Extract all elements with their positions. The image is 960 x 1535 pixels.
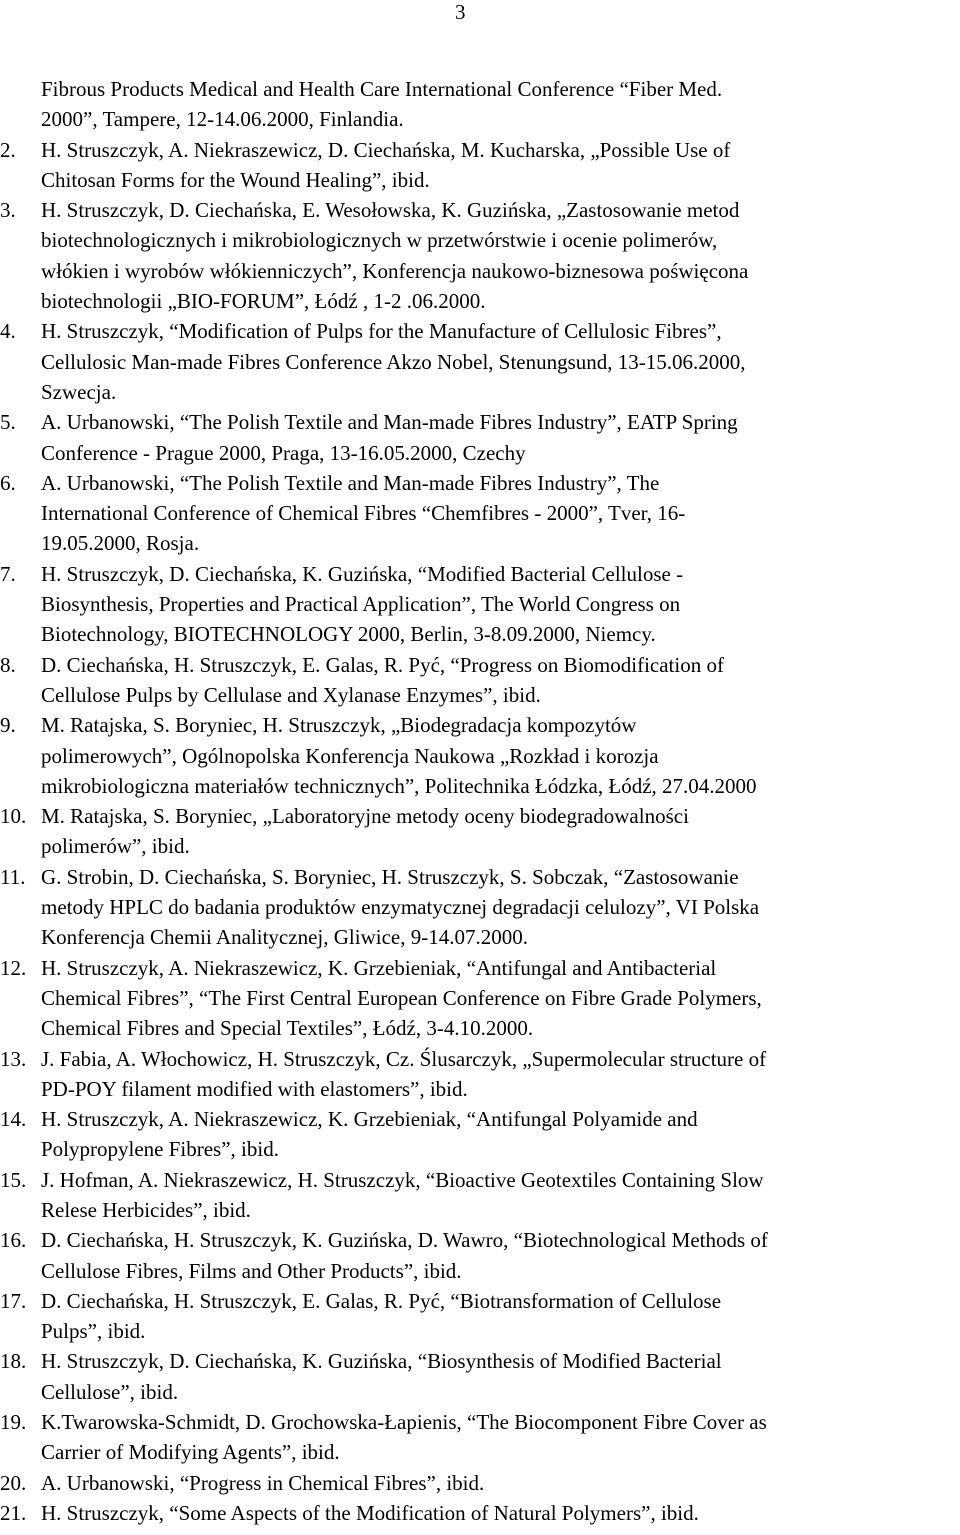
reference-item (0, 316, 960, 407)
reference-line: Cellulose Pulps by Cellulase and Xylanase Enzymes”, ibid. (41, 682, 541, 707)
reference-line: D. Ciechańska, H. Struszczyk, K. Guzińska, D. Wawro, “Biotechnological Methods of (41, 1228, 768, 1253)
reference-line: mikrobiologiczna materiałów technicznych”, Politechnika Łódzka, Łódź, 27.04.2000 (41, 773, 757, 798)
page-number: 3 (455, 0, 466, 24)
reference-number: 7. (0, 561, 16, 586)
reference-line: H. Struszczyk, D. Ciechańska, E. Wesołowska, K. Guzińska, „Zastosowanie metod (41, 198, 740, 223)
reference-line: Relese Herbicides”, ibid. (41, 1197, 251, 1222)
reference-item (0, 1104, 960, 1165)
reference-continuation (0, 74, 960, 135)
reference-line: D. Ciechańska, H. Struszczyk, E. Galas, R. Pyć, “Progress on Biomodification of (41, 652, 724, 677)
reference-line: J. Fabia, A. Włochowicz, H. Struszczyk, Cz. Ślusarczyk, „Supermolecular structure of (41, 1046, 767, 1071)
reference-number: 20. (0, 1470, 27, 1495)
reference-item (0, 1225, 960, 1286)
reference-number: 2. (0, 137, 16, 162)
reference-item (0, 195, 960, 316)
reference-line: Chemical Fibres”, “The First Central European Conference on Fibre Grade Polymers, (41, 985, 762, 1010)
reference-line: Biotechnology, BIOTECHNOLOGY 2000, Berlin, 3-8.09.2000, Niemcy. (41, 622, 656, 647)
reference-line: Cellulose”, ibid. (41, 1379, 179, 1404)
reference-number: 15. (0, 1167, 27, 1192)
reference-number: 18. (0, 1349, 27, 1374)
reference-number: 13. (0, 1046, 27, 1071)
reference-line: polimerów”, ibid. (41, 834, 190, 859)
reference-item (0, 135, 960, 196)
reference-line: A. Urbanowski, “Progress in Chemical Fibres”, ibid. (41, 1470, 485, 1495)
reference-item (0, 468, 960, 559)
reference-line: biotechnologii „BIO-FORUM”, Łódź , 1-2 .06.2000. (41, 289, 486, 314)
reference-item (0, 559, 960, 650)
reference-item (0, 710, 960, 801)
reference-number: 16. (0, 1228, 27, 1253)
reference-line: Pulps”, ibid. (41, 1319, 146, 1344)
reference-line: 19.05.2000, Rosja. (41, 531, 200, 556)
reference-line: A. Urbanowski, “The Polish Textile and Man-made Fibres Industry”, The (41, 470, 660, 495)
reference-line: metody HPLC do badania produktów enzymatycznej degradacji celulozy”, VI Polska (41, 895, 760, 920)
reference-number: 10. (0, 804, 27, 829)
reference-line: International Conference of Chemical Fibres “Chemfibres - 2000”, Tver, 16- (41, 501, 686, 526)
reference-item (0, 1498, 960, 1528)
reference-line: biotechnologicznych i mikrobiologicznych w przetwórstwie i ocenie polimerów, (41, 228, 718, 253)
reference-item (0, 407, 960, 468)
reference-item (0, 1468, 960, 1498)
reference-line: A. Urbanowski, “The Polish Textile and Man-made Fibres Industry”, EATP Spring (41, 410, 738, 435)
reference-line: Szwecja. (41, 379, 117, 404)
reference-item (0, 953, 960, 1044)
reference-line: polimerowych”, Ogólnopolska Konferencja Naukowa „Rozkład i korozja (41, 743, 659, 768)
reference-line: M. Ratajska, S. Boryniec, „Laboratoryjne metody oceny biodegradowalności (41, 804, 689, 829)
reference-line: Cellulosic Man-made Fibres Conference Akzo Nobel, Stenungsund, 13-15.06.2000, (41, 349, 746, 374)
reference-line: 2000”, Tampere, 12-14.06.2000, Finlandia. (41, 107, 404, 132)
reference-number: 19. (0, 1410, 27, 1435)
reference-number: 9. (0, 713, 16, 738)
reference-number: 11. (0, 864, 26, 889)
reference-line: J. Hofman, A. Niekraszewicz, H. Struszczyk, “Bioactive Geotextiles Containing Slow (41, 1167, 764, 1192)
reference-line: H. Struszczyk, “Modification of Pulps for the Manufacture of Cellulosic Fibres”, (41, 319, 722, 344)
reference-item (0, 1044, 960, 1105)
references-container (0, 135, 960, 1529)
reference-line: Cellulose Fibres, Films and Other Products”, ibid. (41, 1258, 462, 1283)
reference-number: 5. (0, 410, 16, 435)
reference-number: 6. (0, 470, 16, 495)
reference-number: 21. (0, 1500, 27, 1525)
reference-item (0, 1407, 960, 1468)
reference-number: 14. (0, 1107, 27, 1132)
reference-item (0, 801, 960, 862)
reference-line: H. Struszczyk, D. Ciechańska, K. Guzińska, “Modified Bacterial Cellulose - (41, 561, 684, 586)
reference-list (0, 74, 960, 1528)
reference-number: 4. (0, 319, 16, 344)
reference-line: Conference - Prague 2000, Praga, 13-16.05.2000, Czechy (41, 440, 526, 465)
reference-line: H. Struszczyk, D. Ciechańska, K. Guzińska, “Biosynthesis of Modified Bacterial (41, 1349, 722, 1374)
reference-line: H. Struszczyk, A. Niekraszewicz, D. Ciechańska, M. Kucharska, „Possible Use of (41, 137, 731, 162)
reference-line: M. Ratajska, S. Boryniec, H. Struszczyk, „Biodegradacja kompozytów (41, 713, 637, 738)
reference-line: Biosynthesis, Properties and Practical Application”, The World Congress on (41, 592, 681, 617)
reference-line: PD-POY filament modified with elastomers”, ibid. (41, 1076, 468, 1101)
reference-line: Fibrous Products Medical and Health Care International Conference “Fiber Med. (41, 77, 723, 101)
reference-item (0, 1286, 960, 1347)
reference-number: 12. (0, 955, 27, 980)
reference-line: włókien i wyrobów włókienniczych”, Konferencja naukowo-biznesowa poświęcona (41, 258, 749, 283)
reference-number: 8. (0, 652, 16, 677)
reference-item (0, 1346, 960, 1407)
reference-line: Chitosan Forms for the Wound Healing”, ibid. (41, 167, 430, 192)
reference-line: Konferencja Chemii Analitycznej, Gliwice, 9-14.07.2000. (41, 925, 528, 950)
reference-line: H. Struszczyk, “Some Aspects of the Modification of Natural Polymers”, ibid. (41, 1500, 699, 1525)
reference-line: Carrier of Modifying Agents”, ibid. (41, 1440, 340, 1465)
reference-line: Chemical Fibres and Special Textiles”, Łódź, 3-4.10.2000. (41, 1016, 534, 1041)
reference-line: D. Ciechańska, H. Struszczyk, E. Galas, R. Pyć, “Biotransformation of Cellulose (41, 1288, 722, 1313)
reference-item (0, 650, 960, 711)
reference-line: H. Struszczyk, A. Niekraszewicz, K. Grzebieniak, “Antifungal and Antibacterial (41, 955, 717, 980)
reference-line: H. Struszczyk, A. Niekraszewicz, K. Grzebieniak, “Antifungal Polyamide and (41, 1107, 698, 1132)
reference-line: Polypropylene Fibres”, ibid. (41, 1137, 279, 1162)
reference-number: 17. (0, 1288, 27, 1313)
reference-item (0, 862, 960, 953)
reference-line: G. Strobin, D. Ciechańska, S. Boryniec, H. Struszczyk, S. Sobczak, “Zastosowanie (41, 864, 739, 889)
reference-line: K.Twarowska-Schmidt, D. Grochowska-Łapienis, “The Biocomponent Fibre Cover as (41, 1410, 767, 1435)
reference-item (0, 1165, 960, 1226)
reference-number: 3. (0, 198, 16, 223)
